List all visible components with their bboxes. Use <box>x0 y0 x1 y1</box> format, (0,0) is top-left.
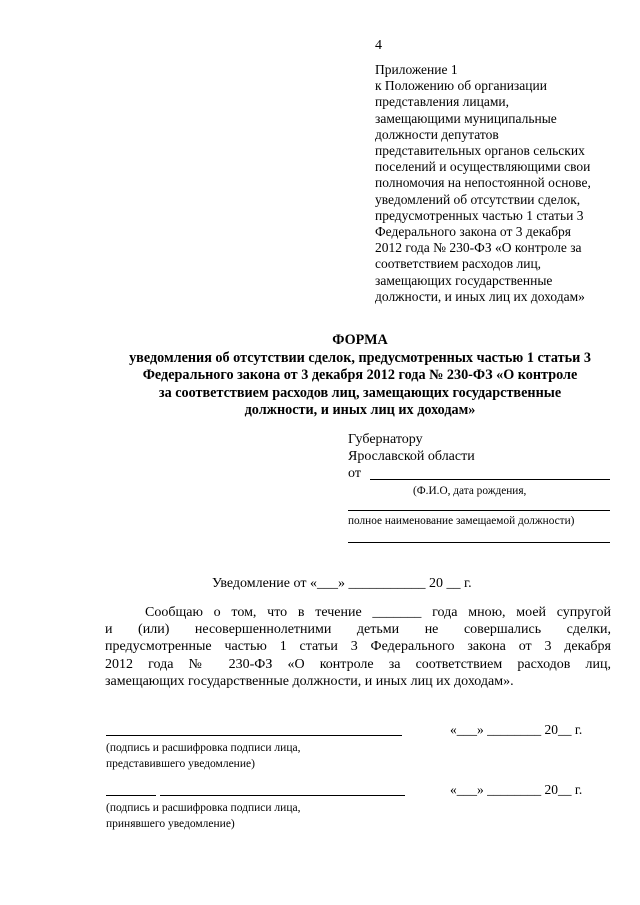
body-line: 2012 года № 230-ФЗ «О контроле за соответствием расходов лиц, <box>105 656 611 672</box>
page-number: 4 <box>375 38 382 53</box>
signature-1-caption-1: (подпись и расшифровка подписи лица, <box>106 742 301 754</box>
form-title-line: уведомления об отсутствии сделок, предусмотренных частью 1 статьи 3 <box>129 349 591 366</box>
appendix-line: замещающих государственные <box>375 272 553 288</box>
body-line: замещающих государственные должности, и иных лиц их доходам». <box>105 673 514 689</box>
signature-1-date: «___» ________ 20__ г. <box>450 722 583 737</box>
form-heading: ФОРМА <box>332 332 388 348</box>
body-line: Сообщаю о том, что в течение _______ года мною, моей супругой <box>145 605 611 620</box>
appendix-line: Федерального закона от 3 декабря <box>375 224 571 240</box>
appendix-line: уведомлений об отсутствии сделок, <box>375 191 581 207</box>
notice-body <box>105 604 611 690</box>
form-title <box>100 332 620 420</box>
form-title-line: за соответствием расходов лиц, замещающих государственные <box>158 384 562 401</box>
appendix-line: должности, и иных лиц их доходам» <box>375 288 585 304</box>
caption-name-birthdate: (Ф.И.О, дата рождения, <box>413 485 527 497</box>
appendix-line: предусмотренных частью 1 статьи 3 <box>375 207 584 223</box>
signature-2-line-short[interactable] <box>106 795 156 796</box>
signature-2-line[interactable] <box>160 795 405 796</box>
signature-1-caption-2: представившего уведомление) <box>106 758 255 770</box>
caption-position: полное наименование замещаемой должности) <box>348 515 575 527</box>
extra-field-line[interactable] <box>348 542 610 543</box>
signature-2-caption-2: принявшего уведомление) <box>106 818 235 830</box>
position-field-line[interactable] <box>348 510 610 511</box>
form-title-line: должности, и иных лиц их доходам» <box>244 402 476 419</box>
appendix-line: полномочия на непостоянной основе, <box>375 175 591 191</box>
notice-date-text: Уведомление от «___» ___________ 20 __ г. <box>212 576 472 591</box>
appendix-line: замещающими муниципальные <box>375 110 557 126</box>
appendix-line: представительных органов сельских <box>375 143 585 159</box>
signature-1-line[interactable] <box>106 735 402 736</box>
appendix-line: к Положению об организации <box>375 78 547 94</box>
from-field-line[interactable] <box>370 479 610 480</box>
from-label: от <box>348 466 361 481</box>
appendix-line: 2012 года № 230-ФЗ «О контроле за <box>375 240 582 256</box>
appendix-line: представления лицами, <box>375 94 509 110</box>
appendix-header <box>375 62 625 305</box>
body-line: и (или) несовершеннолетними детьми не совершались сделки, <box>105 622 611 638</box>
appendix-line: Приложение 1 <box>375 62 458 77</box>
addressee-line-2: Ярославской области <box>348 449 475 464</box>
addressee-line-1: Губернатору <box>348 432 423 447</box>
appendix-line: поселений и осуществляющими свои <box>375 159 591 175</box>
body-line: предусмотренные частью 1 статьи 3 Федерального закона от 3 декабря <box>105 639 611 655</box>
signature-2-caption-1: (подпись и расшифровка подписи лица, <box>106 802 301 814</box>
signature-2-date: «___» ________ 20__ г. <box>450 782 583 797</box>
form-title-line: Федерального закона от 3 декабря 2012 года № 230-ФЗ «О контроле <box>142 367 578 384</box>
appendix-line: должности депутатов <box>375 126 499 142</box>
appendix-line: соответствием расходов лиц, <box>375 256 542 272</box>
